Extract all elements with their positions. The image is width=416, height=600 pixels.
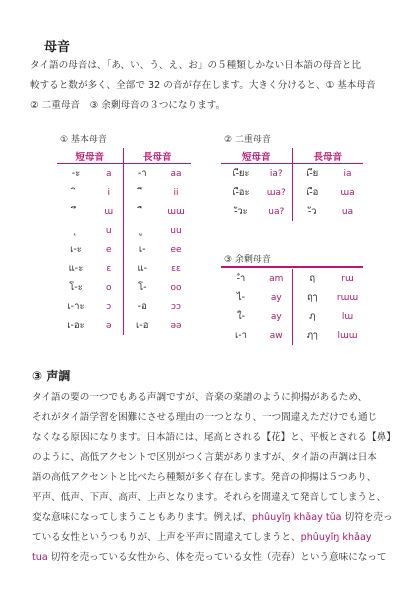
long-vowel-romanization: ua (341, 206, 354, 217)
vowel-row (57, 183, 191, 202)
short-vowel-romanization: ɯa? (266, 187, 286, 198)
vowel-row (57, 278, 191, 297)
basic-vowels-table (57, 148, 191, 335)
extra-vowel-thai: -ำ (236, 273, 246, 284)
vowel-row (221, 269, 363, 288)
tones-line: のように、高低アクセントで区別がつく言葉がありますが、タイ語の声調は日本 (32, 452, 377, 463)
vowel-row (57, 259, 191, 278)
vowel-intro-line: 較すると数が多く、全部で 32 の音が存在します。大きく分けると、① 基本母音 (30, 80, 376, 91)
short-vowel-thai: เ-อะ (67, 320, 85, 331)
short-vowel-romanization: u (105, 225, 112, 236)
long-vowel-romanization: aa (170, 168, 182, 179)
long-vowel-romanization: ɯa (340, 187, 355, 198)
short-vowel-thai: แ-ะ (68, 263, 84, 274)
tones-text: ている女性というつもりが、上声を平声に間違えてしまうと、 (32, 532, 301, 543)
long-vowel-thai: เ-ีย (292, 164, 332, 184)
long-vowel-header: 長母音 (292, 148, 363, 164)
extra-vowel-romanization: lɯɯ (337, 330, 358, 341)
short-vowel-thai (57, 202, 95, 221)
long-vowel-thai: เ-ือ (292, 183, 332, 202)
short-vowel-romanization: ua? (268, 206, 285, 217)
long-vowel-romanization: əə (170, 320, 182, 331)
basic-vowels-label: ① 基本母音 (60, 135, 107, 145)
vowel-row (57, 316, 191, 335)
long-vowel-thai: -อ (123, 297, 161, 316)
vowel-row (57, 202, 191, 221)
vowel-intro-line: ② 二重母音 ③ 余剰母音の３つになります。 (30, 100, 226, 111)
short-vowel-romanization: e (105, 244, 112, 255)
extra-vowel-romanization: ay (270, 292, 282, 303)
long-vowel-thai (123, 202, 161, 221)
long-vowel-romanization: oo (170, 282, 182, 293)
tones-line (32, 549, 387, 563)
long-vowel-romanization: ɯɯ (167, 206, 185, 217)
extra-vowel-thai: ฦ (292, 307, 332, 326)
short-vowel-romanization: ɛ (106, 263, 112, 274)
extra-vowel-romanization: rɯ (341, 273, 354, 284)
tones-line (32, 529, 372, 543)
extra-vowel-thai: ฤๅ (292, 288, 332, 307)
short-vowel-thai: เ-ียะ (232, 168, 250, 179)
vowel-row (57, 221, 191, 240)
short-vowel-thai: เ-าะ (67, 301, 85, 312)
short-vowel-romanization: ə (105, 320, 112, 331)
long-vowel-romanization: uu (170, 225, 182, 236)
extra-vowels-table (221, 269, 363, 345)
tones-text: 切符を売っ (341, 512, 393, 523)
long-vowel-romanization: ee (170, 244, 182, 255)
long-vowel-thai (123, 183, 161, 202)
short-vowel-thai (57, 183, 95, 202)
vowel-row (221, 164, 363, 184)
long-vowel-thai: -า (123, 164, 161, 184)
section-title-vowels: 母音 (44, 40, 71, 55)
tones-line: 語の高低アクセントと比べたら種類が多く存在します。発音の抑揚は５つあり、 (32, 472, 377, 483)
tones-line: タイ語の要の一つでもある声調ですが、音楽の楽譜のように抑揚があるため、 (32, 392, 368, 403)
tones-line: それがタイ語学習を困難にさせる理由の一つとなり、一つ間違えただけでも通じ (32, 412, 378, 423)
short-vowel-thai: -ะ (71, 168, 81, 179)
short-vowel-romanization: ɔ (106, 301, 112, 312)
short-vowel-romanization: i (107, 187, 110, 198)
tones-text: 切符を売っている女性から、体を売っている女性（売春）という意味になって (47, 552, 387, 563)
short-vowel-header: 短母音 (221, 148, 292, 164)
extra-vowel-romanization: rɯɯ (336, 292, 359, 303)
short-vowel-thai (57, 221, 95, 240)
extra-vowel-romanization: am (269, 273, 284, 284)
short-vowel-thai: เ-ะ (70, 244, 82, 255)
vowel-row (57, 240, 191, 259)
short-vowel-romanization: ia? (269, 168, 283, 179)
long-vowel-thai: เ-อ (123, 316, 161, 335)
long-vowel-thai (123, 221, 161, 240)
extra-vowel-romanization: lɯ (341, 311, 354, 322)
vowel-intro-line: タイ語の母音は、「あ、い、う、え、お」の５種類しかない日本語の母音と比 (30, 60, 361, 71)
long-vowel-thai: -ัว (292, 202, 332, 221)
extra-vowels-label: ③ 余剰母音 (224, 255, 271, 265)
tones-text: 変な意味になってしまうこともあります。例えば、 (32, 512, 252, 523)
short-vowel-thai: -ัวะ (234, 206, 248, 217)
vowel-row (221, 288, 363, 307)
short-vowel-romanization: ɯ (104, 206, 114, 217)
extra-vowel-romanization: ay (270, 311, 282, 322)
vowel-row (221, 307, 363, 326)
vowel-row (221, 202, 363, 221)
extra-vowel-thai: ฦๅ (292, 326, 332, 345)
diphthong-table (221, 148, 363, 221)
extra-vowels-rule (221, 266, 363, 268)
thai-example-romanization: phûuyǐŋ khǎay (300, 532, 372, 543)
diphthong-label: ② 二重母音 (224, 135, 271, 145)
long-vowel-romanization: ɔɔ (171, 301, 181, 312)
short-vowel-thai: เ-ือะ (232, 187, 250, 198)
vowel-row (57, 297, 191, 316)
short-vowel-romanization: a (105, 168, 112, 179)
tones-line: なくなる原因になります。日本語には、尾高とされる【花】と、平板とされる【鼻】 (32, 432, 396, 443)
extra-vowel-thai: เ-า (234, 330, 247, 341)
long-vowel-thai: แ- (123, 259, 161, 278)
tones-line: 平声、低声、下声、高声、上声となります。それらを間違えて発音してしまうと、 (32, 492, 387, 503)
long-vowel-romanization: ia (343, 168, 352, 179)
long-vowel-thai: เ- (123, 240, 161, 259)
short-vowel-romanization: o (105, 282, 112, 293)
long-vowel-romanization: ɛɛ (171, 263, 181, 274)
extra-vowel-thai: ไ- (236, 292, 246, 303)
vowel-row (221, 326, 363, 345)
short-vowel-thai: โ-ะ (69, 282, 83, 293)
vowel-row (221, 183, 363, 202)
thai-example-romanization: tua (32, 552, 48, 563)
short-vowel-header: 短母音 (57, 148, 123, 164)
extra-vowel-thai: ใ- (236, 311, 246, 322)
tones-line (32, 509, 393, 523)
section-title-tones: ③ 声調 (32, 369, 71, 383)
extra-vowel-thai: ฤ (292, 269, 332, 288)
long-vowel-thai: โ- (123, 278, 161, 297)
thai-example-romanization: phûuyǐŋ khǎay tǔa (251, 512, 342, 523)
long-vowel-romanization: ii (173, 187, 179, 198)
extra-vowel-romanization: aw (269, 330, 283, 341)
long-vowel-header: 長母音 (123, 148, 191, 164)
vowel-row (57, 164, 191, 184)
